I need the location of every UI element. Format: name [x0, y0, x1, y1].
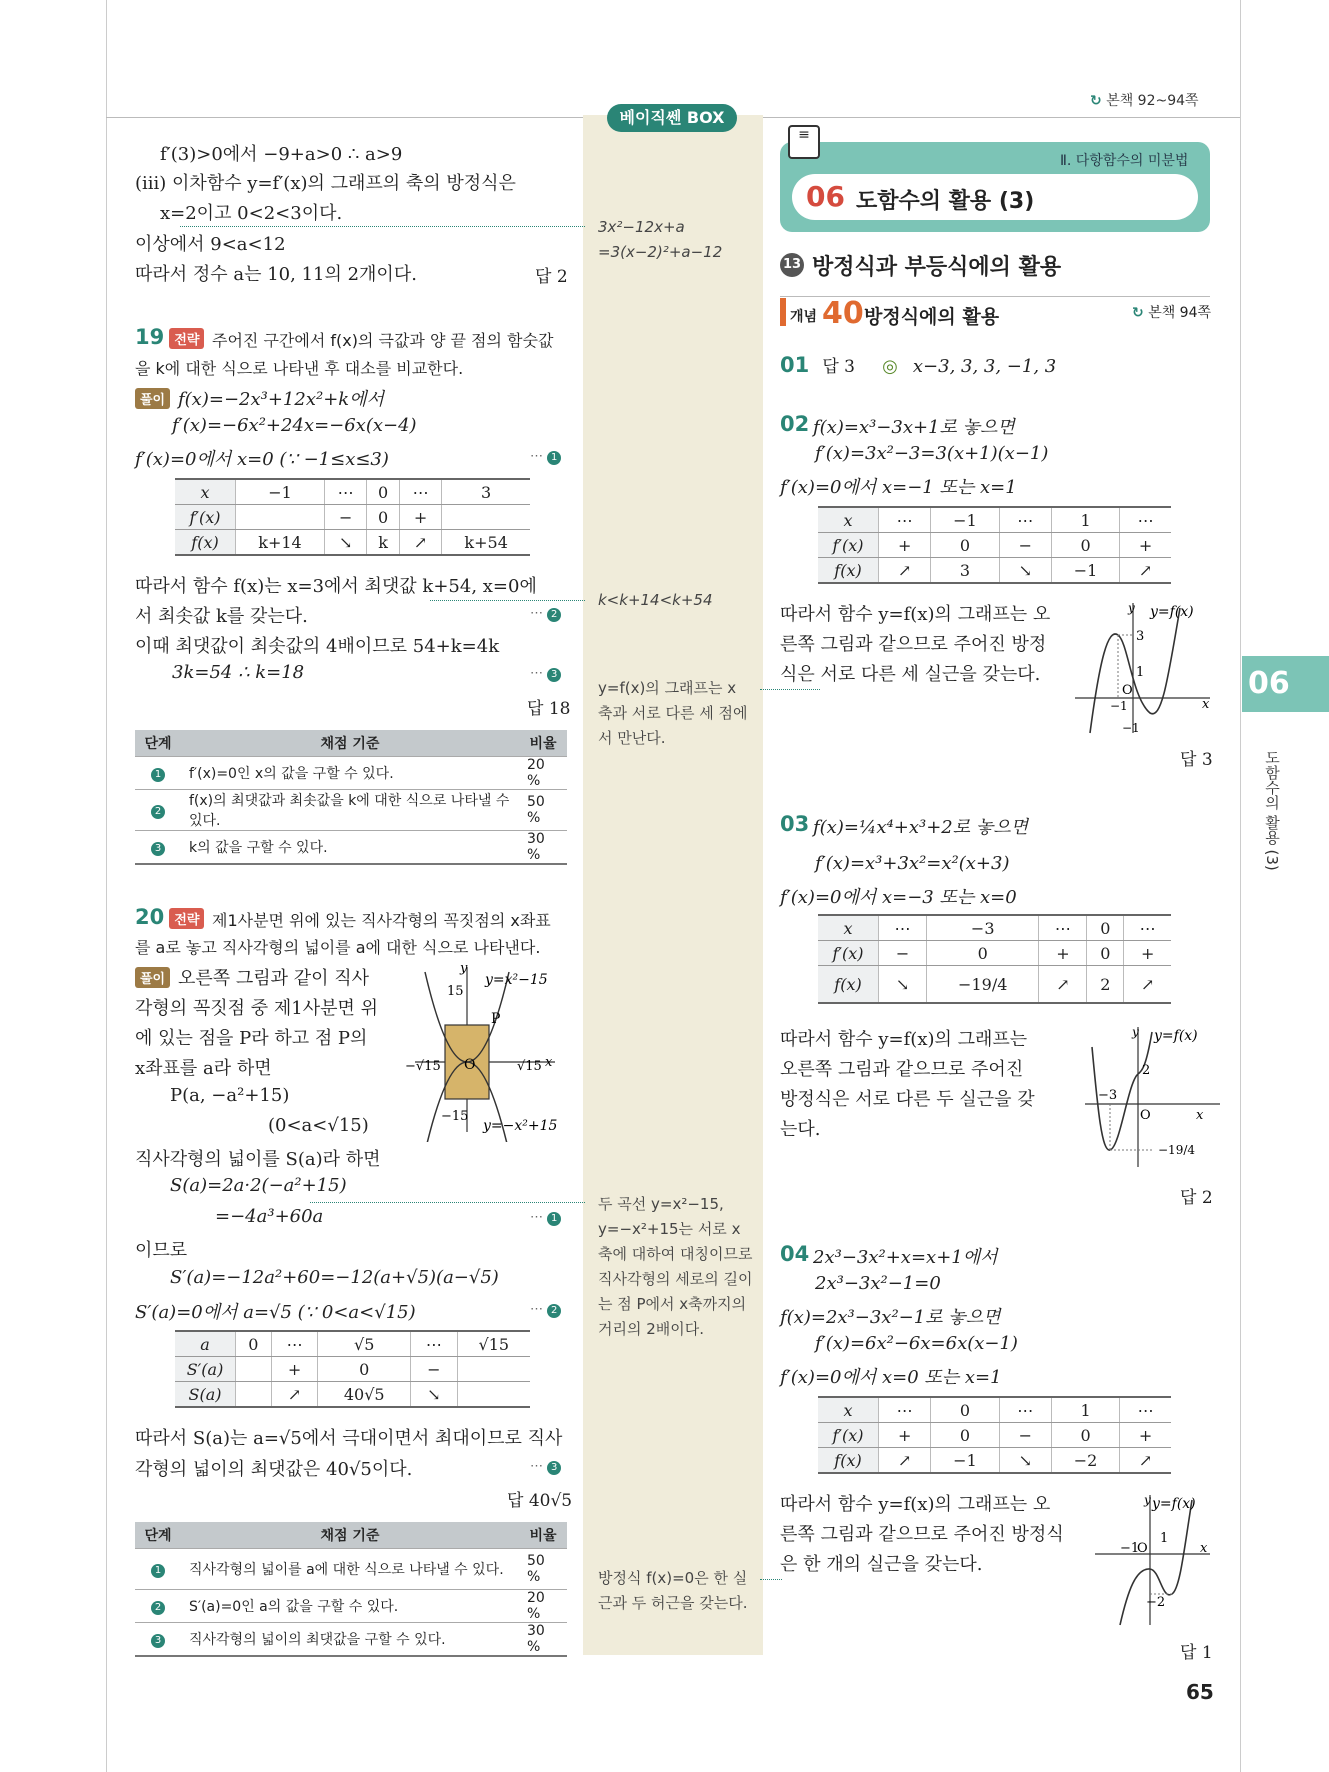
variation-table: x ⋯ 0 ⋯ 1 ⋯ f′(x) + 0 − 0 + f(x) ↗ −1 ↘ −2 ↗	[818, 1396, 1171, 1474]
axis-label: y	[1144, 1493, 1151, 1507]
solution-tag: 풀이	[135, 388, 170, 409]
text-line: (0<a<√15)	[268, 1115, 369, 1136]
text-line: 따라서 S(a)는 a=√5에서 극대이면서 최대이므로 직사	[135, 1428, 563, 1449]
step-marker: ⋯ 3	[530, 1459, 561, 1475]
text-line: 이므로	[135, 1240, 188, 1261]
strategy-text: 제1사분면 위에 있는 직사각형의 꼭짓점의 x좌표	[212, 911, 551, 930]
tick-label: −19/4	[1158, 1143, 1196, 1157]
text-line: 이때 최댓값이 최솟값의 4배이므로 54+k=4k	[135, 636, 500, 657]
step-marker: ⋯ 1	[530, 1210, 561, 1226]
text-line: S′(a)=0에서 a=√5 (∵ 0<a<√15)	[135, 1302, 416, 1323]
leader-line	[760, 689, 820, 690]
answer: 답 18	[527, 699, 571, 719]
page-left-border	[106, 0, 107, 1772]
arrow-icon: ↻	[1132, 305, 1144, 321]
answer: 답 3	[1180, 750, 1213, 770]
strategy-tag: 전략	[169, 908, 204, 929]
quartic-graph	[1080, 1022, 1230, 1172]
text-line: 직사각형의 넓이를 S(a)라 하면	[135, 1149, 381, 1170]
text-line: f′(x)=x³+3x²=x²(x+3)	[815, 853, 1010, 874]
chapter-section: Ⅱ. 다항함수의 미분법	[1060, 153, 1189, 169]
answer-sequence: x−3, 3, 3, −1, 3	[912, 356, 1057, 377]
side-tab-text: 도함수의 활용 (3)	[1263, 750, 1281, 871]
box-note: y=f(x)의 그래프는 x 축과 서로 다른 세 점에 서 만난다.	[598, 679, 748, 747]
tick-label: 15	[447, 984, 464, 999]
basic-box-column	[583, 115, 763, 1655]
text-line: f′(x)=0에서 x=0 또는 x=1	[780, 1367, 1002, 1388]
text-line: 따라서 함수 y=f(x)의 그래프는	[780, 1029, 1028, 1050]
origin-label: O	[1122, 683, 1133, 698]
problem-19	[135, 325, 204, 349]
axis-label: x	[545, 1055, 553, 1070]
tick-label: −2	[1146, 1595, 1166, 1610]
header-ref: ↻ 본책 92~94쪽	[1090, 93, 1199, 109]
box-note: 두 곡선 y=x²−15, y=−x²+15는 서로 x 축에 대하여 대칭이므로 직사각형의 세로의 길이 는 점 P에서 x축까지의 거리의 2배이다.	[598, 1195, 753, 1338]
box-note: 방정식 f(x)=0은 한 실 근과 두 허근을 갖는다.	[598, 1569, 748, 1612]
text-line: 2x³−3x²−1=0	[815, 1273, 941, 1294]
text-line: 식은 서로 다른 세 실근을 갖는다.	[780, 664, 1041, 685]
answer: 답 3	[822, 357, 855, 377]
curve-label: y=x²−15	[485, 972, 548, 988]
problem-number: 04	[780, 1242, 810, 1266]
problem-20	[135, 905, 204, 929]
text-line: f(x)=x³−3x+1로 놓으면	[813, 417, 1015, 438]
text-line: f′(x)=0에서 x=−1 또는 x=1	[780, 477, 1017, 498]
chapter-title: 도함수의 활용 (3)	[856, 189, 1035, 214]
text-line: f(x)=2x³−3x²−1로 놓으면	[780, 1307, 1001, 1328]
strategy-text: 을 k에 대한 식으로 나타낸 후 대소를 비교한다.	[135, 359, 464, 378]
variation-table: x −1 ⋯ 0 ⋯ 3 f′(x) − 0 + f(x) k+14 ↘ k ↗ k+54	[175, 478, 530, 556]
page-right-border	[1240, 0, 1241, 1772]
text-line: 따라서 함수 y=f(x)의 그래프는 오	[780, 604, 1051, 625]
box-label: 베이직쎈 BOX	[607, 104, 737, 132]
strategy-tag: 전략	[169, 328, 204, 349]
tick-label: −15	[441, 1109, 469, 1124]
text-line: 각형의 넓이의 최댓값은 40√5이다.	[135, 1459, 413, 1480]
problem-number: 20	[135, 905, 165, 929]
step-marker: ⋯ 1	[530, 449, 561, 465]
page-number: 65	[1186, 1680, 1214, 1704]
text-line: f′(x)=−6x²+24x=−6x(x−4)	[172, 415, 417, 436]
tick-label: 3	[1136, 629, 1145, 644]
step-marker: ⋯ 3	[530, 666, 561, 682]
step-marker: ⋯ 2	[530, 606, 561, 622]
text-line: 2x³−3x²+x=x+1에서	[813, 1247, 998, 1268]
text-line: f′(x)=3x²−3=3(x+1)(x−1)	[815, 443, 1049, 464]
cubic-graph	[1090, 1490, 1220, 1630]
answer: 답 1	[1180, 1643, 1213, 1663]
text-line: S′(a)=−12a²+60=−12(a+√5)(a−√5)	[170, 1267, 499, 1288]
text-line: 오른쪽 그림과 같이 직사	[178, 968, 370, 989]
axis-label: x	[1200, 1541, 1208, 1556]
leader-line	[180, 226, 585, 227]
strategy-text: 를 a로 놓고 직사각형의 넓이를 a에 대한 식으로 나타낸다.	[135, 938, 541, 957]
text-line: f′(3)>0에서 −9+a>0 ∴ a>9	[160, 144, 403, 165]
point-label: P	[491, 1011, 501, 1027]
text-line: 오른쪽 그림과 같으므로 주어진	[780, 1059, 1024, 1080]
text-line: 은 한 개의 실근을 갖는다.	[780, 1554, 983, 1575]
box-note: k<k+14<k+54	[598, 591, 713, 609]
text-line: =−4a³+60a	[215, 1206, 324, 1227]
text-line: 따라서 정수 a는 10, 11의 2개이다.	[135, 264, 417, 285]
chapter-title-box	[792, 174, 1198, 220]
origin-label: O	[1140, 1108, 1151, 1123]
topic-title: 방정식과 부등식에의 활용	[812, 255, 1062, 280]
tick-label: √15	[517, 1059, 542, 1074]
text-line: 서 최솟값 k를 갖는다.	[135, 606, 308, 627]
text-line: 방정식은 서로 다른 두 실근을 갖	[780, 1089, 1035, 1110]
text-line: f(x)=−2x³+12x²+k에서	[178, 389, 384, 410]
text-line: 이상에서 9<a<12	[135, 234, 286, 255]
concept-prefix: 개념	[790, 309, 818, 325]
text-line: f′(x)=6x²−6x=6x(x−1)	[815, 1333, 1018, 1354]
topic-number: 13	[780, 253, 804, 277]
grading-table: 단계 채점 기준 비율 1 직사각형의 넓이를 a에 대한 식으로 나타낼 수 있다. 50 % 2 S′(a)=0인 a의 값을 구할 수 있다. 20 % 3 직사각형의 넓이의 최댓값을 구할 수 있다. 30 %	[135, 1522, 567, 1657]
text-line: 각형의 꼭짓점 중 제1사분면 위	[135, 998, 378, 1019]
text-line: 3k=54 ∴ k=18	[172, 662, 305, 683]
grading-table: 단계 채점 기준 비율 1 f′(x)=0인 x의 값을 구할 수 있다. 20 % 2 f(x)의 최댓값과 최솟값을 k에 대한 식으로 나타낼 수 있다. 50 % 3 k의 값을 구할 수 있다. 30 %	[135, 730, 567, 865]
text-line: 른쪽 그림과 같으므로 주어진 방정식	[780, 1524, 1064, 1545]
concept-title: 방정식에의 활용	[864, 306, 1000, 328]
leader-line	[430, 600, 585, 601]
axis-label: y	[460, 962, 468, 976]
answer: 답 40√5	[507, 1491, 573, 1511]
parabola-graph	[405, 962, 575, 1142]
origin-label: O	[1137, 1541, 1148, 1556]
notepad-icon: ≡	[788, 125, 820, 159]
curve-label: y=f(x)	[1150, 604, 1194, 620]
chapter-num: 06	[806, 180, 845, 213]
side-tab-number: 06	[1242, 656, 1329, 712]
text-line: 에 있는 점을 P라 하고 점 P의	[135, 1028, 368, 1049]
text-line: S(a)=2a·2(−a²+15)	[170, 1175, 347, 1196]
curve-label: y=f(x)	[1152, 1496, 1196, 1512]
tick-label: 1	[1136, 665, 1145, 680]
tick-label: −1	[1110, 699, 1128, 713]
problem-01: 01 답 3 ◎ x−3, 3, 3, −1, 3	[780, 353, 1057, 377]
tick-label: 2	[1142, 1063, 1151, 1078]
strategy-text: 주어진 구간에서 f(x)의 극값과 양 끝 점의 함숫값	[212, 331, 554, 350]
tick-label: 1	[1160, 1531, 1169, 1546]
answer: 답 2	[535, 267, 568, 287]
origin-label: O	[464, 1057, 476, 1073]
leader-line	[310, 1202, 585, 1203]
text-line: f(x)=¼x⁴+x³+2로 놓으면	[813, 817, 1029, 838]
variation-table: x ⋯ −3 ⋯ 0 ⋯ f′(x) − 0 + 0 + f(x) ↘ −19/4 ↗ 2 ↗	[818, 914, 1171, 1004]
text-line: x좌표를 a라 하면	[135, 1058, 272, 1079]
variation-table: a 0 ⋯ √5 ⋯ √15 S′(a) + 0 − S(a) ↗ 40√5 ↘	[175, 1330, 530, 1408]
text-line: 른쪽 그림과 같으므로 주어진 방정	[780, 634, 1047, 655]
box-note: 3x²−12x+a =3(x−2)²+a−12	[598, 218, 723, 261]
step-marker: ⋯ 2	[530, 1302, 561, 1318]
concept-bar	[780, 298, 786, 326]
axis-label: y	[1128, 601, 1135, 615]
curve-label: y=−x²+15	[483, 1118, 558, 1134]
concept-ref: ↻ 본책 94쪽	[1132, 305, 1212, 321]
tick-label: −3	[1098, 1088, 1118, 1103]
answer: 답 2	[1180, 1188, 1213, 1208]
target-icon: ◎	[882, 356, 898, 377]
tick-label: −1	[1122, 721, 1140, 735]
leader-line	[760, 1579, 782, 1580]
text-line: 따라서 함수 f(x)는 x=3에서 최댓값 k+54, x=0에	[135, 576, 537, 597]
concept-num: 40	[822, 296, 864, 331]
problem-number: 19	[135, 325, 165, 349]
text-line: x=2이고 0<2<3이다.	[160, 203, 343, 224]
cubic-graph	[1070, 598, 1220, 738]
tick-label: −√15	[405, 1059, 441, 1074]
text-line: 는다.	[780, 1119, 821, 1140]
axis-label: x	[1202, 697, 1210, 712]
text-line: P(a, −a²+15)	[170, 1085, 290, 1106]
text-line: f′(x)=0에서 x=0 (∵ −1≤x≤3)	[135, 449, 389, 470]
arrow-icon: ↻	[1090, 93, 1102, 109]
problem-number: 03	[780, 812, 810, 836]
solution-tag: 풀이	[135, 967, 170, 988]
axis-label: x	[1196, 1108, 1204, 1123]
curve-label: y=f(x)	[1154, 1028, 1198, 1044]
text-line: f′(x)=0에서 x=−3 또는 x=0	[780, 887, 1017, 908]
variation-table: x ⋯ −1 ⋯ 1 ⋯ f′(x) + 0 − 0 + f(x) ↗ 3 ↘ −1 ↗	[818, 506, 1171, 584]
problem-number: 02	[780, 412, 810, 436]
axis-label: y	[1132, 1025, 1139, 1039]
text-line: (iii) 이차함수 y=f′(x)의 그래프의 축의 방정식은	[135, 173, 516, 194]
tick-label: −1	[1120, 1541, 1140, 1556]
text-line: 따라서 함수 y=f(x)의 그래프는 오	[780, 1494, 1051, 1515]
